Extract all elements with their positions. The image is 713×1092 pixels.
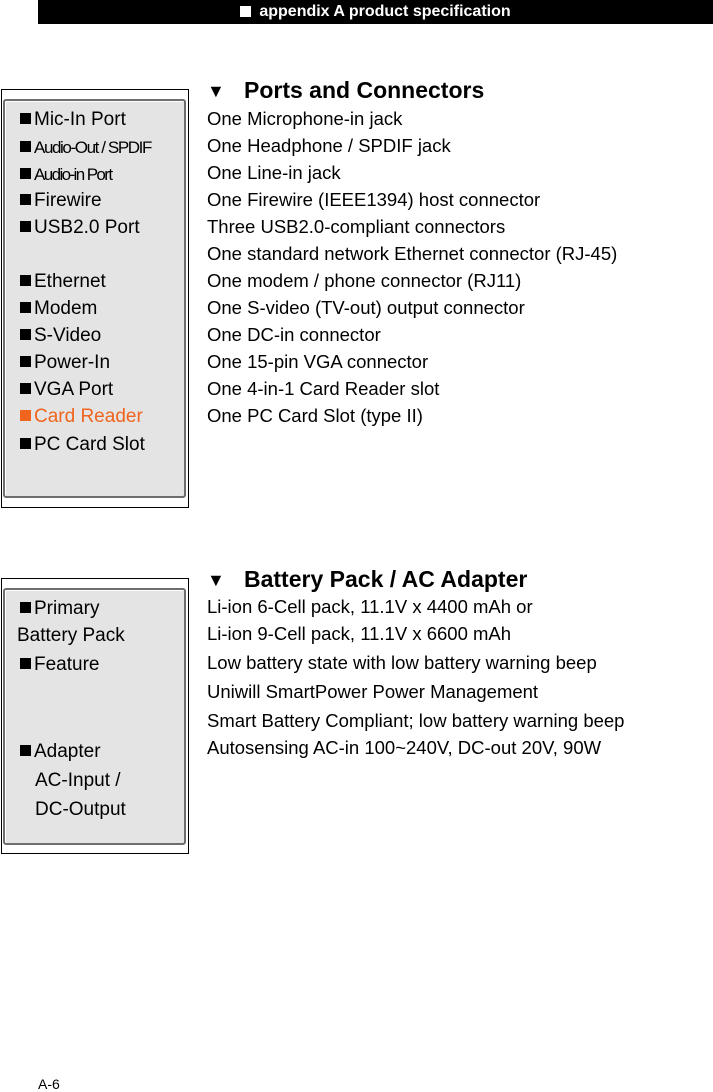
triangle-down-icon: ▼ <box>207 570 225 590</box>
battery-desc: Li-ion 6-Cell pack, 11.1V x 4400 mAh or <box>207 596 533 617</box>
ports-desc: One PC Card Slot (type II) <box>207 405 423 426</box>
battery-desc: Li-ion 9-Cell pack, 11.1V x 6600 mAh <box>207 623 512 644</box>
label-primary-cont: Battery Pack <box>17 625 125 646</box>
bullet-icon <box>20 356 31 367</box>
label-pc-card: PC Card Slot <box>20 434 145 456</box>
label-s-video: S-Video <box>20 325 101 347</box>
label-firewire: Firewire <box>20 190 102 212</box>
bullet-icon <box>20 221 31 232</box>
bullet-icon <box>20 410 31 421</box>
label-mic-in: Mic-In Port <box>20 109 126 131</box>
battery-label-panel <box>3 588 186 845</box>
ports-desc: One modem / phone connector (RJ11) <box>207 270 522 291</box>
square-bullet-icon <box>240 6 251 17</box>
label-feature: Feature <box>20 654 99 676</box>
label-card-reader: Card Reader <box>20 406 143 428</box>
label-usb: USB2.0 Port <box>20 217 140 239</box>
page-number: A-6 <box>38 1076 60 1092</box>
ports-desc: Three USB2.0-compliant connectors <box>207 216 506 237</box>
ports-desc: One 4-in-1 Card Reader slot <box>207 378 440 399</box>
bullet-icon <box>20 194 31 205</box>
ports-label-panel <box>3 99 186 498</box>
label-adapter: Adapter <box>20 741 101 763</box>
ports-desc: One DC-in connector <box>207 324 381 345</box>
battery-desc: Autosensing AC-in 100~240V, DC-out 20V, 90W <box>207 737 602 758</box>
ports-section-title: ▼ Ports and Connectors <box>207 77 485 103</box>
bullet-icon <box>20 302 31 313</box>
label-audio-in: Audio-in Port <box>20 164 111 186</box>
ports-desc: One Microphone-in jack <box>207 108 403 129</box>
bullet-icon <box>20 602 31 613</box>
label-modem: Modem <box>20 298 97 320</box>
label-vga: VGA Port <box>20 379 113 401</box>
triangle-down-icon: ▼ <box>207 81 225 101</box>
bullet-icon <box>20 745 31 756</box>
bullet-icon <box>20 168 31 179</box>
section-header <box>38 0 713 24</box>
label-audio-out: Audio-Out / SPDIF <box>20 137 151 159</box>
battery-desc: Low battery state with low battery warning beep <box>207 652 597 673</box>
label-adapter-output: DC-Output <box>35 799 126 820</box>
ports-desc: One S-video (TV-out) output connector <box>207 297 525 318</box>
bullet-icon <box>20 438 31 449</box>
bullet-icon <box>20 383 31 394</box>
ports-desc: One standard network Ethernet connector (RJ-45) <box>207 243 618 264</box>
ports-desc: One Line-in jack <box>207 162 341 183</box>
section-header-title: appendix A product specification <box>259 3 511 20</box>
label-adapter-input: AC-Input / <box>35 770 121 791</box>
bullet-icon <box>20 329 31 340</box>
bullet-icon <box>20 658 31 669</box>
bullet-icon <box>20 141 31 152</box>
bullet-icon <box>20 113 31 124</box>
battery-desc: Smart Battery Compliant; low battery warning beep <box>207 710 625 731</box>
label-primary: Primary <box>20 598 99 620</box>
label-power-in: Power-In <box>20 352 110 374</box>
ports-desc: One Headphone / SPDIF jack <box>207 135 451 156</box>
ports-desc: One Firewire (IEEE1394) host connector <box>207 189 541 210</box>
battery-desc: Uniwill SmartPower Power Management <box>207 681 539 702</box>
ports-desc: One 15-pin VGA connector <box>207 351 429 372</box>
bullet-icon <box>20 275 31 286</box>
label-ethernet: Ethernet <box>20 271 106 293</box>
battery-section-title: ▼ Battery Pack / AC Adapter <box>207 566 528 592</box>
